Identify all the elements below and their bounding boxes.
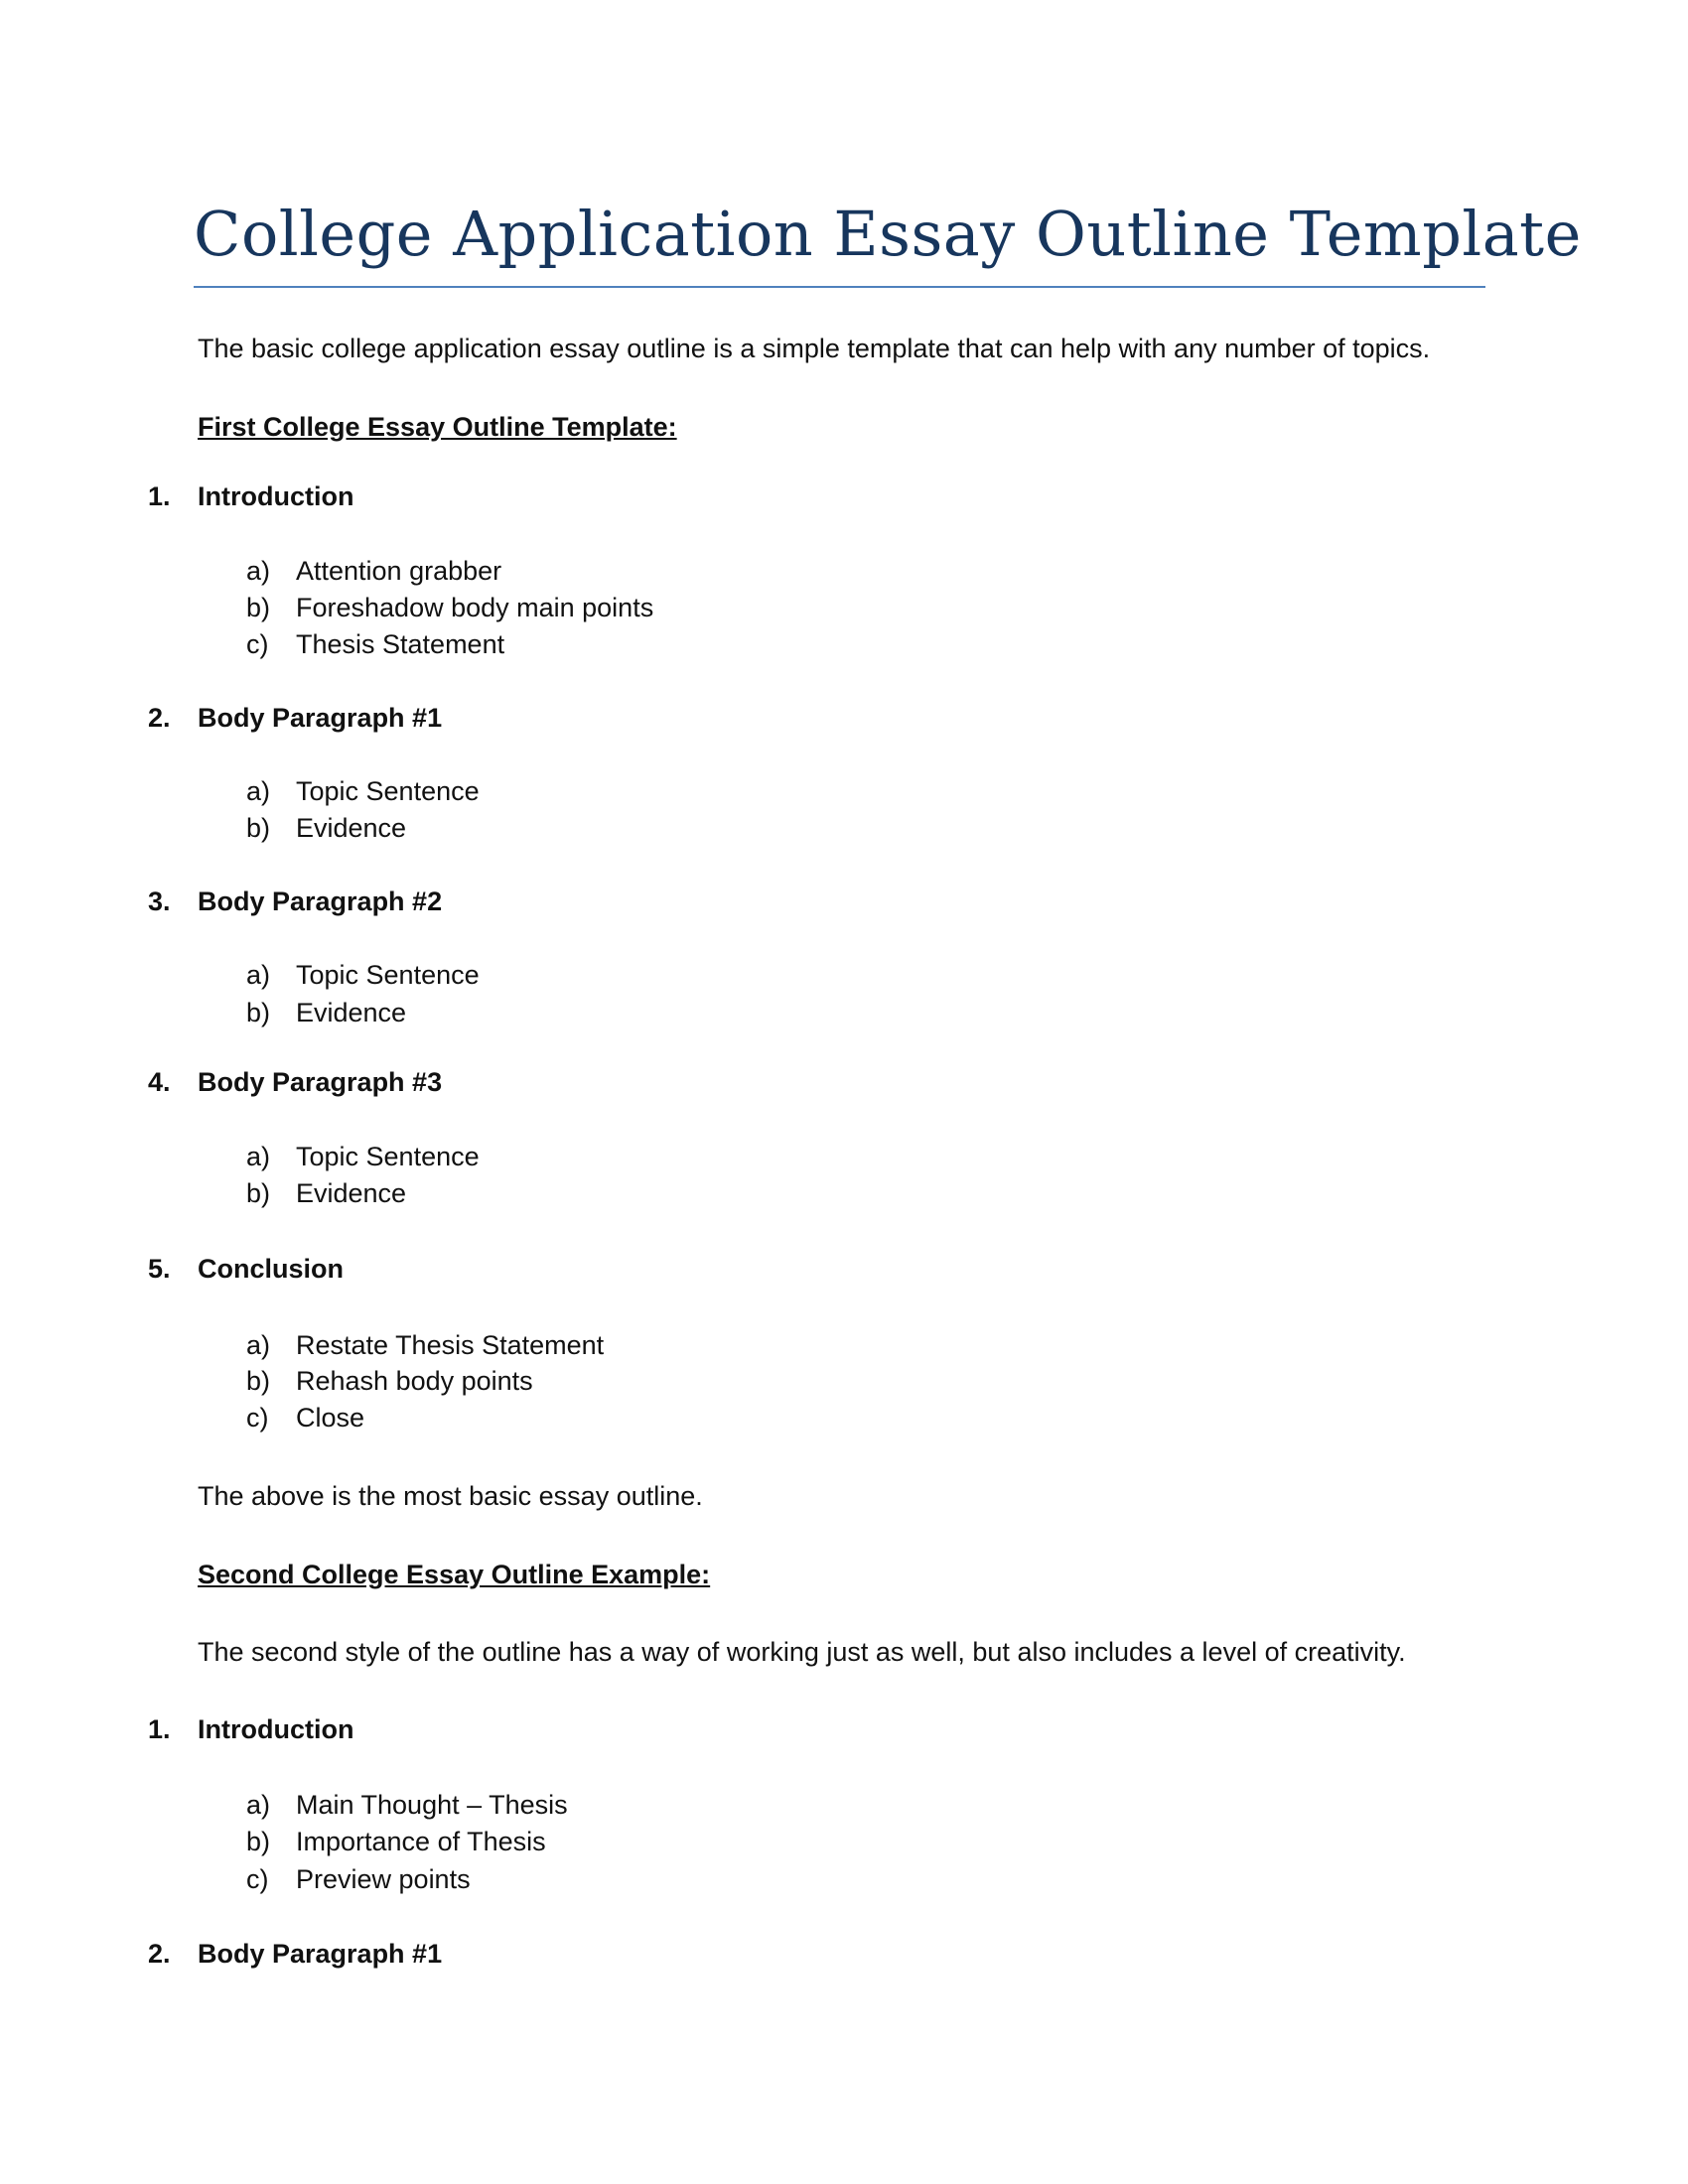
subitem-letter: b) [246, 813, 271, 843]
subitem-letter: a) [246, 960, 271, 990]
item-heading: Introduction [198, 1714, 354, 1744]
document-title: College Application Essay Outline Template [194, 198, 1582, 270]
subitem-text: Topic Sentence [296, 960, 480, 990]
first-outline-closing: The above is the most basic essay outline. [198, 1481, 703, 1511]
subitem-text: Restate Thesis Statement [296, 1330, 605, 1360]
item-number: 2. [148, 703, 171, 733]
second-section-intro: The second style of the outline has a way of working just as well, but also includes a level of creativity. [198, 1637, 1406, 1667]
item-number: 3. [148, 887, 171, 916]
second-section-heading: Second College Essay Outline Example: [198, 1560, 711, 1589]
subitem-letter: a) [246, 556, 271, 586]
subitem-text: Close [296, 1403, 365, 1433]
item-number: 1. [148, 481, 171, 511]
subitem-letter: a) [246, 1142, 271, 1171]
subitem-text: Foreshadow body main points [296, 593, 654, 622]
subitem-text: Attention grabber [296, 556, 502, 586]
subitem-letter: c) [246, 629, 269, 659]
item-heading: Body Paragraph #1 [198, 1939, 443, 1969]
item-heading: Introduction [198, 481, 354, 511]
item-number: 2. [148, 1939, 171, 1969]
subitem-letter: b) [246, 1178, 271, 1208]
item-heading: Body Paragraph #1 [198, 703, 443, 733]
subitem-letter: b) [246, 1366, 271, 1396]
subitem-text: Main Thought – Thesis [296, 1790, 568, 1820]
first-section-heading: First College Essay Outline Template: [198, 412, 677, 442]
subitem-letter: a) [246, 776, 271, 806]
subitem-text: Thesis Statement [296, 629, 505, 659]
subitem-text: Evidence [296, 1178, 407, 1208]
subitem-text: Preview points [296, 1864, 471, 1894]
subitem-letter: b) [246, 1827, 271, 1856]
item-number: 5. [148, 1254, 171, 1284]
item-heading: Conclusion [198, 1254, 344, 1284]
subitem-text: Evidence [296, 998, 407, 1027]
subitem-letter: b) [246, 593, 271, 622]
subitem-text: Evidence [296, 813, 407, 843]
subitem-text: Topic Sentence [296, 1142, 480, 1171]
title-divider [194, 286, 1485, 288]
intro-paragraph: The basic college application essay outline is a simple template that can help with any number of topics. [198, 334, 1431, 363]
subitem-text: Importance of Thesis [296, 1827, 546, 1856]
subitem-letter: b) [246, 998, 271, 1027]
subitem-letter: a) [246, 1790, 271, 1820]
subitem-letter: a) [246, 1330, 271, 1360]
subitem-text: Rehash body points [296, 1366, 533, 1396]
item-heading: Body Paragraph #2 [198, 887, 443, 916]
subitem-text: Topic Sentence [296, 776, 480, 806]
subitem-letter: c) [246, 1864, 269, 1894]
item-number: 1. [148, 1714, 171, 1744]
item-number: 4. [148, 1067, 171, 1097]
subitem-letter: c) [246, 1403, 269, 1433]
item-heading: Body Paragraph #3 [198, 1067, 443, 1097]
